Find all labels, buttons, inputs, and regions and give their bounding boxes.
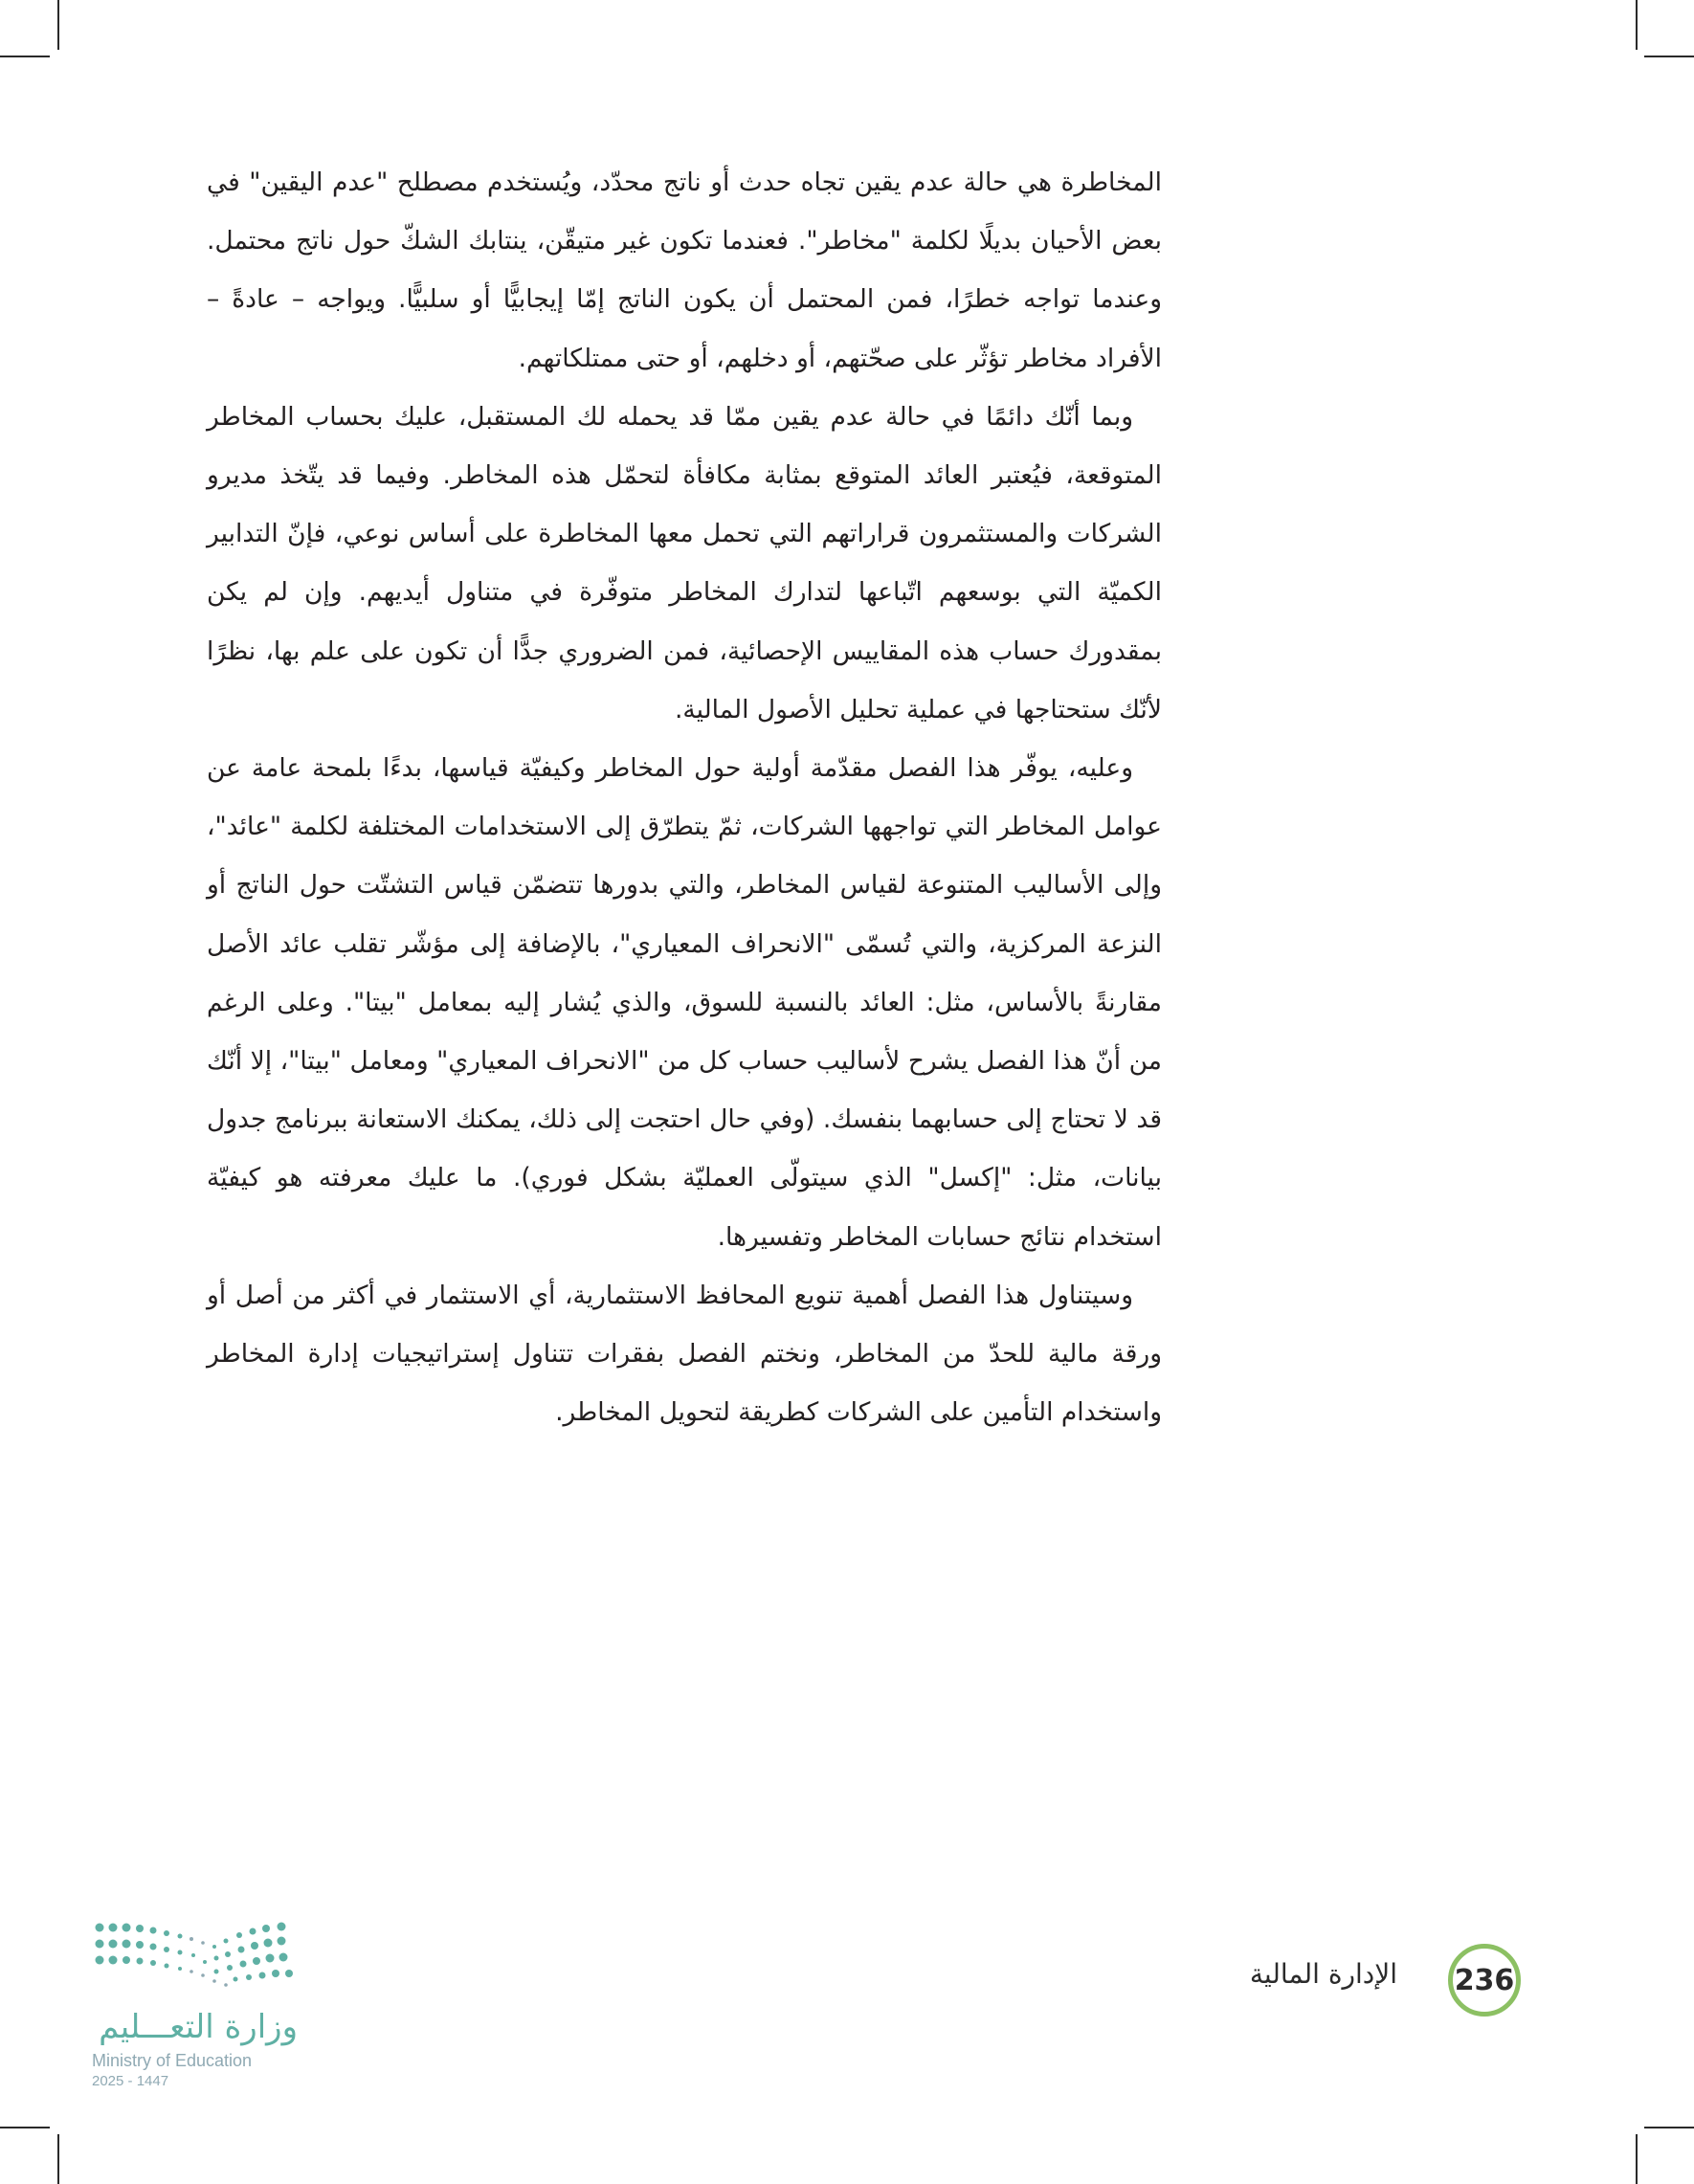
paragraph-2: وبما أنّك دائمًا في حالة عدم يقين ممّا قد يحمله لك المستقبل، عليك بحساب المخاطر المتوقعة، فيُعتبر العائد المتوقع بمثابة مكافأة لتحمّل هذه المخاطر. وفيما قد يتّخذ مديرو الشركات والمستثمرون قراراتهم التي تحمل معها المخاطرة على أساس نوعي، فإنّ التدابير الكميّة التي بوسعهم اتّباعها لتدارك المخاطر متوفّرة في متناول أيديهم. وإن لم يكن بمقدورك حساب هذه المقاييس الإحصائية، فمن الضروري جدًّا أن تكون على علم بها، نظرًا لأنّك ستحتاجها في عملية تحليل الأصول المالية. (207, 401, 1162, 724)
body-text (207, 153, 1162, 1441)
ministry-name-arabic: وزارة التعـــليم (99, 2008, 298, 2046)
crop-mark-top-right-horizontal (1644, 56, 1694, 57)
crop-mark-top-left-vertical (57, 0, 59, 50)
dots-pattern-icon (92, 1920, 302, 1996)
edition-year: 2025 - 1447 (92, 2073, 169, 2089)
crop-mark-bottom-right-horizontal (1644, 2127, 1694, 2128)
ministry-name-english: Ministry of Education (92, 2051, 253, 2070)
page-number: 236 (1448, 1944, 1521, 2017)
crop-mark-top-right-vertical (1636, 0, 1638, 50)
paragraph-4: وسيتناول هذا الفصل أهمية تنويع المحافظ الاستثمارية، أي الاستثمار في أكثر من أصل أو ورقة مالية للحدّ من المخاطر، ونختم الفصل بفقرات تتناول إستراتيجيات إدارة المخاطر واستخدام التأمين على الشركات كطريقة لتحويل المخاطر. (207, 1280, 1162, 1428)
crop-mark-bottom-right-vertical (1636, 2134, 1638, 2184)
crop-mark-top-left-horizontal (0, 56, 50, 57)
book-title: الإدارة المالية (1249, 1958, 1397, 1990)
crop-mark-bottom-left-horizontal (0, 2127, 50, 2128)
ministry-logo (92, 1920, 312, 2089)
paragraph-1: المخاطرة هي حالة عدم يقين تجاه حدث أو ناتج محدّد، ويُستخدم مصطلح "عدم اليقين" في بعض الأحيان بديلًا لكلمة "مخاطر". فعندما تكون غير متيقّن، ينتابك الشكّ حول ناتج محتمل. وعندما تواجه خطرًا، فمن المحتمل أن يكون الناتج إمّا إيجابيًّا أو سلبيًّا. ويواجه – عادةً – الأفراد مخاطر تؤثّر على صحّتهم، أو دخلهم، أو حتى ممتلكاتهم. (207, 167, 1162, 373)
crop-mark-bottom-left-vertical (57, 2134, 59, 2184)
paragraph-3: وعليه، يوفّر هذا الفصل مقدّمة أولية حول المخاطر وكيفيّة قياسها، بدءًا بلمحة عامة عن عوامل المخاطر التي تواجهها الشركات، ثمّ يتطرّق إلى الاستخدامات المختلفة لكلمة "عائد"، وإلى الأساليب المتنوعة لقياس المخاطر، والتي بدورها تتضمّن قياس التشتّت حول الناتج أو النزعة المركزية، والتي تُسمّى "الانحراف المعياري"، بالإضافة إلى مؤشّر تقلب عائد الأصل مقارنةً بالأساس، مثل: العائد بالنسبة للسوق، والذي يُشار إليه بمعامل "بيتا". وعلى الرغم من أنّ هذا الفصل يشرح لأساليب حساب كل من "الانحراف المعياري" ومعامل "بيتا"، إلا أنّك قد لا تحتاج إلى حسابهما بنفسك. (وفي حال احتجت إلى ذلك، يمكنك الاستعانة ببرنامج جدول بيانات، مثل: "إكسل" الذي سيتولّى العمليّة بشكل فوري). ما عليك معرفته هو كيفيّة استخدام نتائج حسابات المخاطر وتفسيرها. (207, 753, 1162, 1252)
